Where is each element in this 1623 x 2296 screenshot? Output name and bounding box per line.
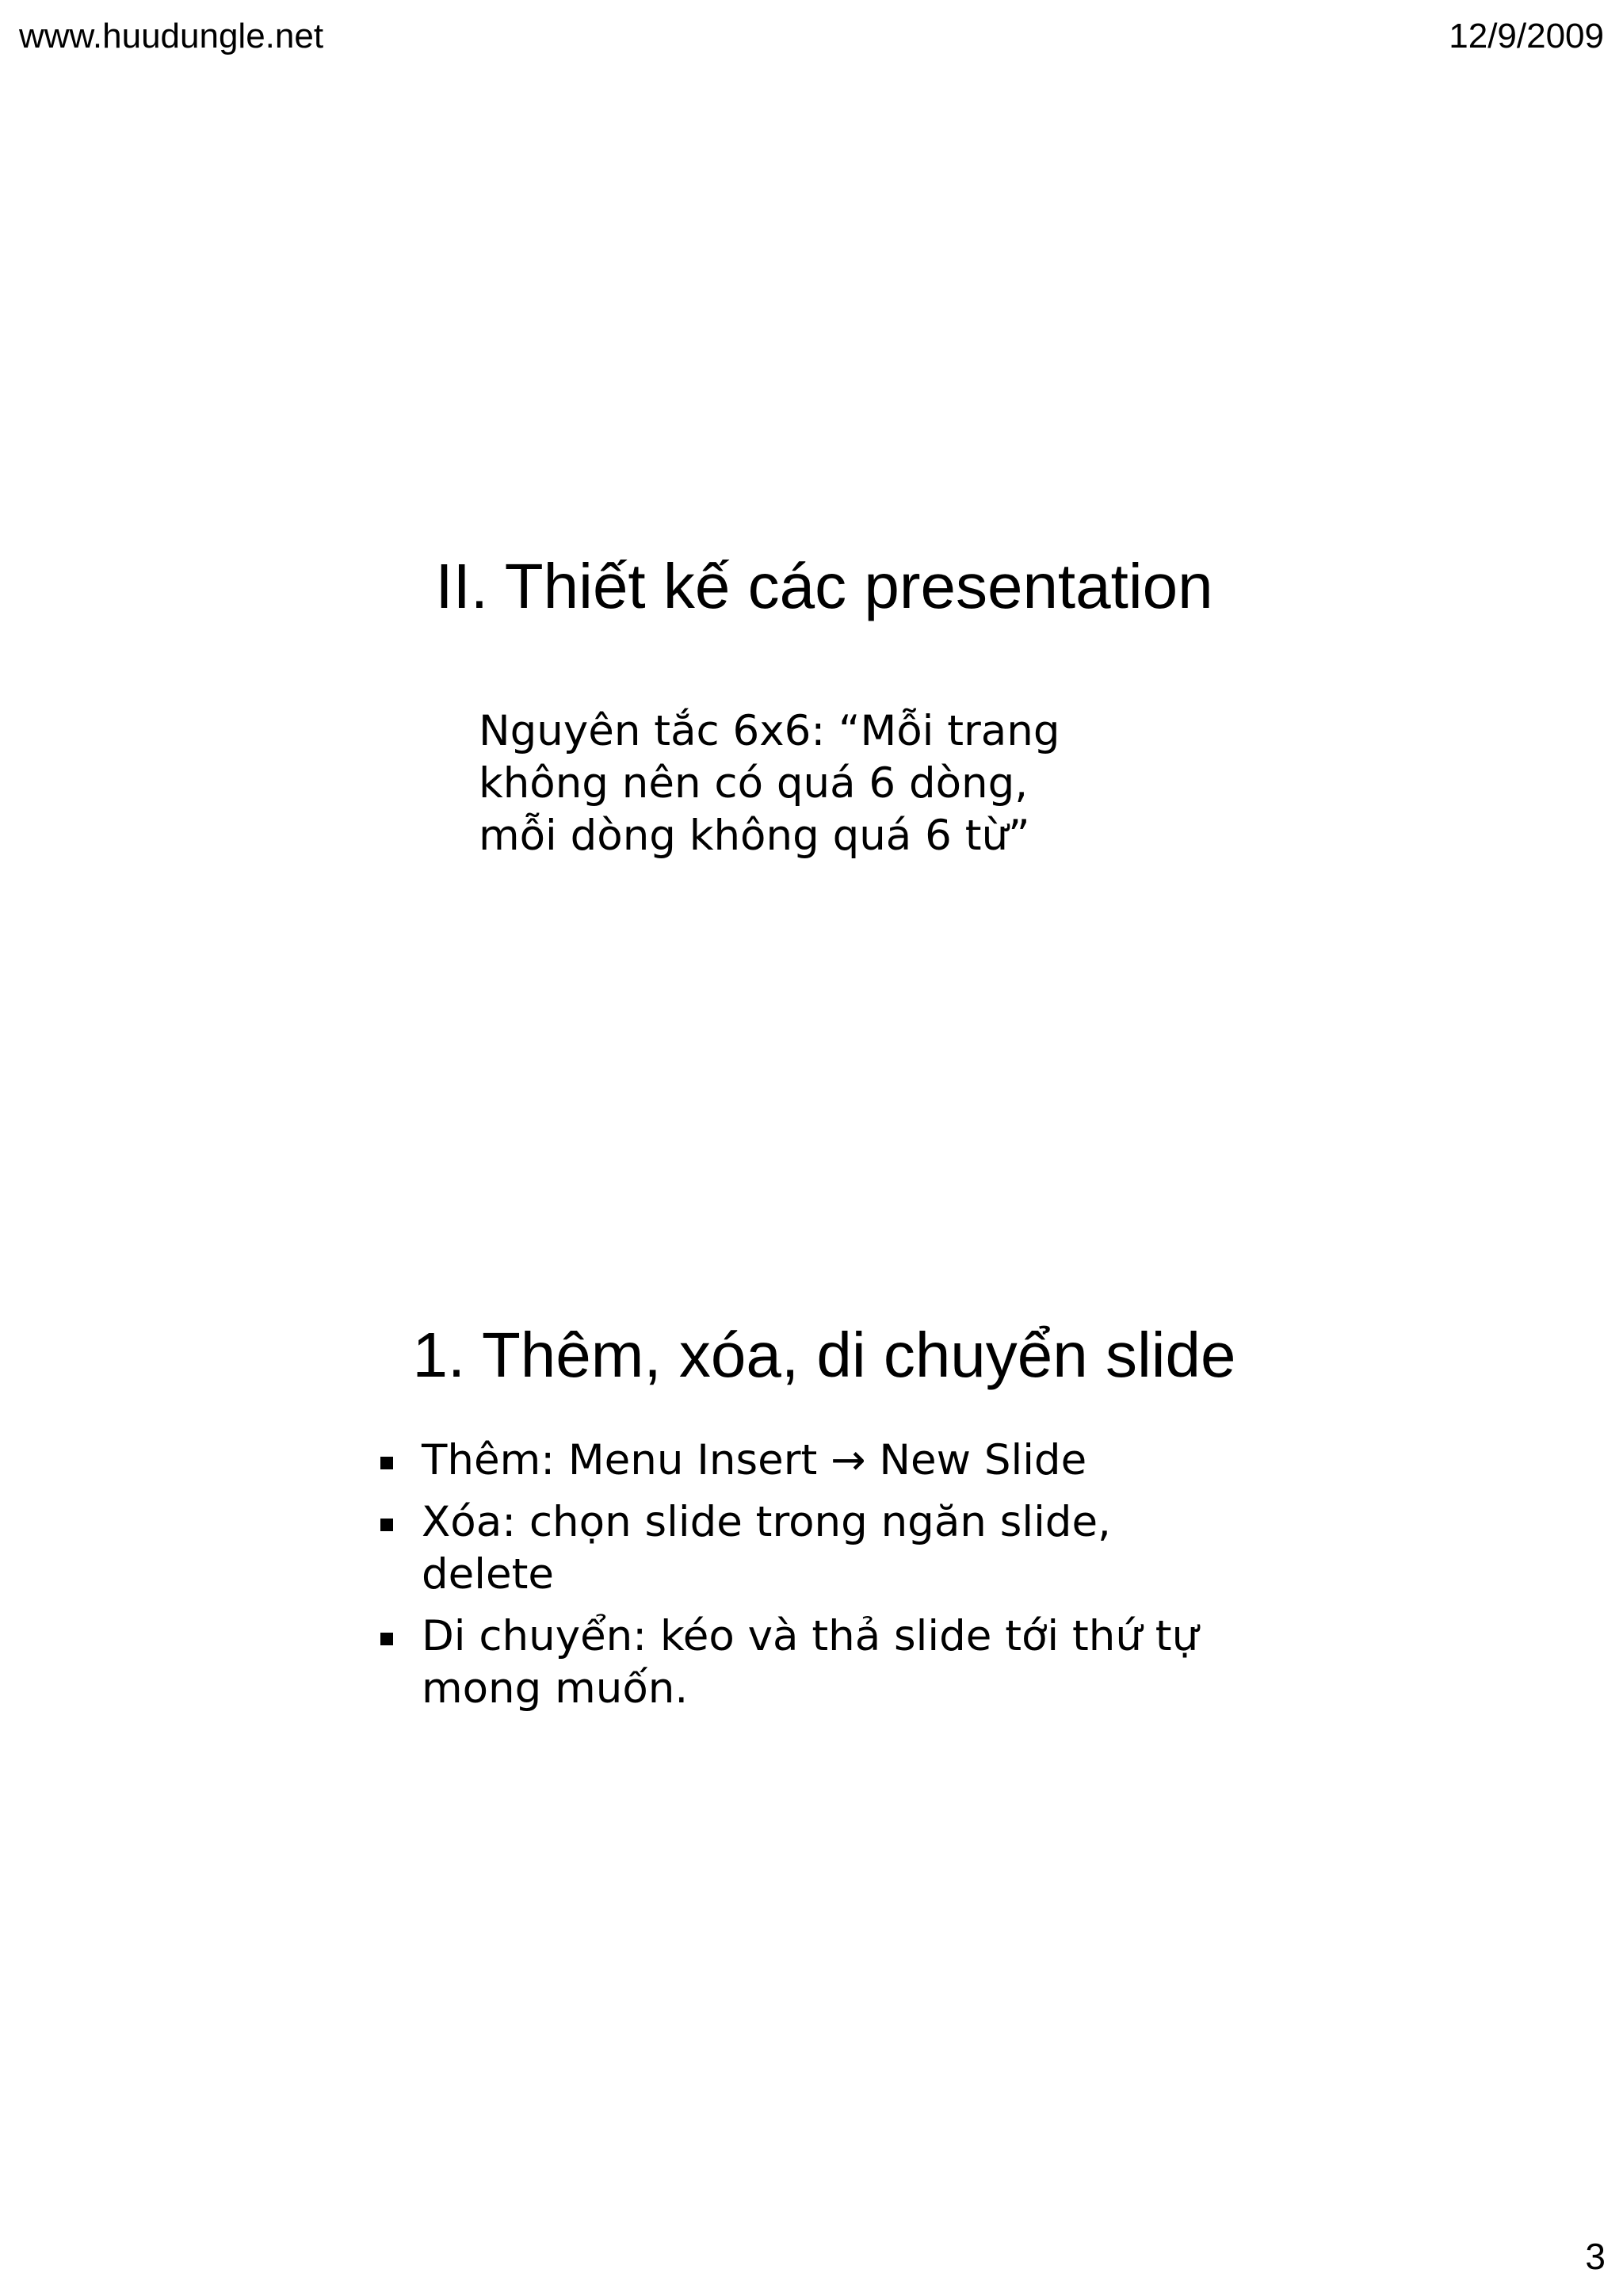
rule-6x6-text bbox=[479, 705, 1060, 862]
text-line: không nên có quá 6 dòng, bbox=[479, 759, 1029, 808]
bullet-text: delete bbox=[422, 1550, 554, 1599]
bullet-item-add bbox=[376, 1435, 1198, 1487]
square-bullet-icon bbox=[380, 1519, 393, 1531]
bullet-text: mong muốn. bbox=[422, 1664, 689, 1713]
slide-title: II. Thiết kế các presentation bbox=[435, 551, 1213, 621]
bullet-item-delete bbox=[376, 1496, 1198, 1601]
header-website: www.huudungle.net bbox=[19, 17, 324, 55]
page-number: 3 bbox=[1585, 2236, 1606, 2277]
bullet-list bbox=[376, 1435, 1198, 1725]
bullet-text: Di chuyển: kéo và thả slide tới thứ tự bbox=[422, 1612, 1199, 1660]
header-date: 12/9/2009 bbox=[1449, 17, 1604, 55]
text-line: Nguyên tắc 6x6: “Mỗi trang bbox=[479, 707, 1060, 755]
slide-design-presentation bbox=[365, 547, 1284, 959]
bullet-text: Xóa: chọn slide trong ngăn slide, bbox=[422, 1498, 1111, 1546]
bullet-item-move bbox=[376, 1610, 1198, 1715]
square-bullet-icon bbox=[380, 1457, 393, 1469]
square-bullet-icon bbox=[380, 1633, 393, 1645]
text-line: mỗi dòng không quá 6 từ” bbox=[479, 812, 1030, 860]
slide-add-delete-move bbox=[365, 1316, 1284, 1759]
slide-title: 1. Thêm, xóa, di chuyển slide bbox=[412, 1320, 1236, 1390]
bullet-text: Thêm: Menu Insert → New Slide bbox=[422, 1436, 1087, 1484]
